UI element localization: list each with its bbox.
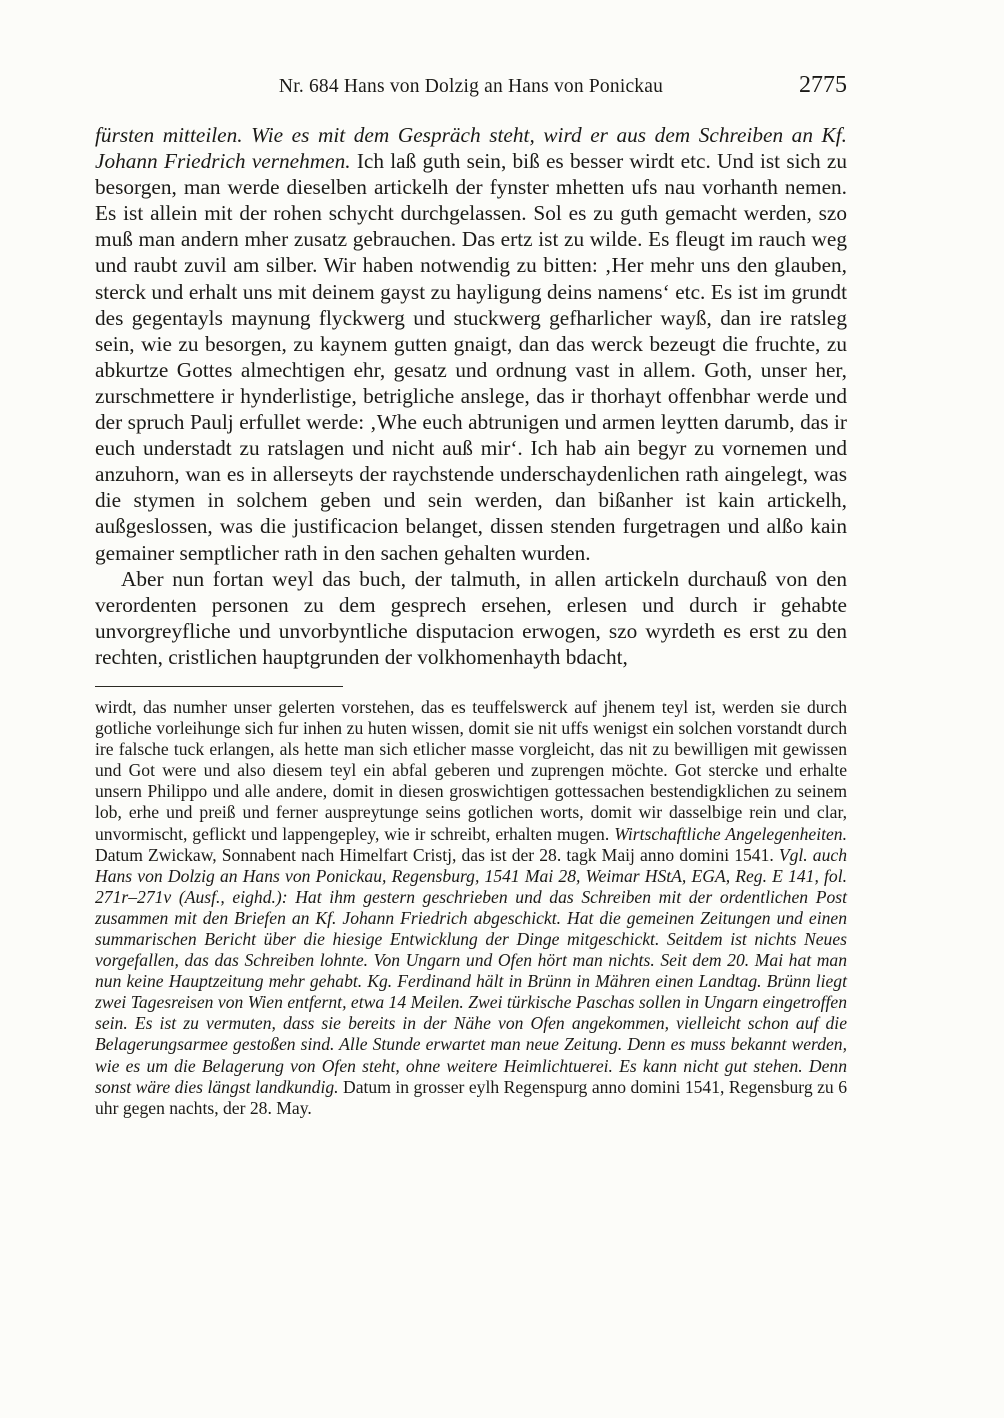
footnote-run-roman: wirdt, das numher unser gelerten vorstehen, das es teuffelswerck auf jhenem teyl ist, werden sie durch gotliche vorleihunge sich fur inhen zu huten wissen, domit sie nit uffs wenigst ein solchen vorstandt durch ire falsche tuck erlangen, als hette man sich etlicher masse vorgleicht, das nit zu bewilligen mit gewissen und Got were und also diesem teyl ein abfal geberen und zuprengen möchte. Got stercke und erhalte unsern Philippo und alle andere, domit in diesen groswichtigen gottessachen bestendigklichen zu seinem lob, erhe und preiß und ferner auspreytunge seins gotlichen worts, domit wir dasselbige rein und clar, unvormischt, geflickt und lappengepley, wie ir schreibt, erhalten mugen. <box>95 696 847 844</box>
footnote-separator-rule <box>95 686 343 687</box>
body-paragraph-1 <box>95 122 847 566</box>
running-header <box>95 72 847 106</box>
text-run-italic: fürsten mitteilen. Wie es mit dem Gespräch steht, wird er aus dem Schreiben an Kf. Johann Friedrich vernehmen. <box>95 123 847 174</box>
text-run-roman: Ich laß guth sein, biß es besser wirdt etc. Und ist sich zu besorgen, man werde dieselben artickelh der fynster mhetten ufs nau vorhanth nemen. Es ist allein mit der rohen schycht durchgelassen. Sol es zu guth gemacht werden, szo muß man andern mher zusatz gebrauchen. Das ertz ist zu wilde. Es fleugt im rauch weg und raubt zuvil am silber. Wir haben notwendig zu bitten: ‚Her mehr uns den glauben, sterck und erhalt uns mit deinem gayst zu hayligung deins namens‘ etc. Es ist im grundt des gegentayls maynung flyckwerg und stuckwerg gefharlicher wayß, dan ire ratsleg sein, wie zu besorgen, zu kaynem gutten gnaigt, dan das werck bezeugt die fruchte, zu abkurtze Gottes almechtigen ehr, gesatz und ordnung vast in allem. Goth, unser her, zurschmettere ir hynderlistige, betrigliche anslege, das ir thorhayt offenbhar werde und der spruch Paulj erfullet werde: ‚Whe euch abtrunigen und armen leytten darumb, das ir euch understadt zu ratslagen und nicht auß mir‘. Ich hab ain begyr zu vornemen und anzuhorn, wan es in allerseyts der raychstende underschaydenlichen rath aingelegt, was die stymen in solchem geben und sein werden, dan bißanher ist kain artickelh, außgeslossen, was die justificacion belanget, dissen stenden furgetragen und alßo kain gemainer semptlicher rath in den sachen gehalten wurden. <box>95 149 847 565</box>
page-number: 2775 <box>799 72 847 98</box>
text-run-roman: Aber nun fortan weyl das buch, der talmuth, in allen artickeln durchauß von den verordenten personen zu dem gesprech ersehen, erlesen und durch ir gehabte unvorgreyfliche und unvorbyntliche disputacion erwogen, szo wyrdeth es erst zu den rechten, cristlichen hauptgrunden der volkhomenhayth bdacht, <box>95 566 847 669</box>
footnote-run-italic: Wirtschaftliche Angelegenheiten. <box>614 823 847 844</box>
footnote-run-roman: Datum Zwickaw, Sonnabent nach Himelfart Cristj, das ist der 28. tagk Maij anno domini 1541. <box>95 844 779 865</box>
footnote-paragraph <box>95 697 847 1119</box>
letter-body <box>95 122 847 670</box>
footnote-run-roman: Datum in grosser eylh Regenspurg anno domini 1541, Regensburg zu 6 uhr gegen nachts, der 28. May. <box>95 1076 847 1118</box>
footnote-block <box>95 697 847 1119</box>
body-paragraph-2 <box>95 566 847 670</box>
footnote-run-italic: Vgl. auch Hans von Dolzig an Hans von Ponickau, Regensburg, 1541 Mai 28, Weimar HStA, EGA, Reg. E 141, fol. 271r–271v (Ausf., eighd.): Hat ihm gestern geschrieben und das Schreiben mit der ordentlichen Post zusammen mit den Briefen an Kf. Johann Friedrich abgeschickt. Hat die gemeinen Zeitungen und einen summarischen Bericht über die hiesige Entwicklung der Dinge mitgeschickt. Seitdem ist nichts Neues vorgefallen, das das Schreiben lohnte. Von Ungarn und Ofen hört man nichts. Seit dem 20. Mai hat man nun keine Hauptzeitung mehr gehabt. Kg. Ferdinand hält in Brünn in Mähren einen Landtag. Brünn liegt zwei Tagesreisen von Wien entfernt, etwa 14 Meilen. Zwei türkische Paschas sollen in Ungarn eingetroffen sein. Es ist zu vermuten, dass sie bereits in der Nähe von Ofen angekommen, vielleicht schon auf die Belagerungsarmee gestoßen sind. Alle Stunde erwartet man neue Zeitung. Denn es muss bekannt werden, wie es um die Belagerung von Ofen steht, ohne weitere Heimlichtuerei. Es kann nicht gut stehen. Denn sonst wäre dies längst landkundig. <box>95 844 847 1097</box>
book-page <box>95 72 847 1119</box>
running-header-title: Nr. 684 Hans von Dolzig an Hans von Ponickau <box>278 76 664 97</box>
